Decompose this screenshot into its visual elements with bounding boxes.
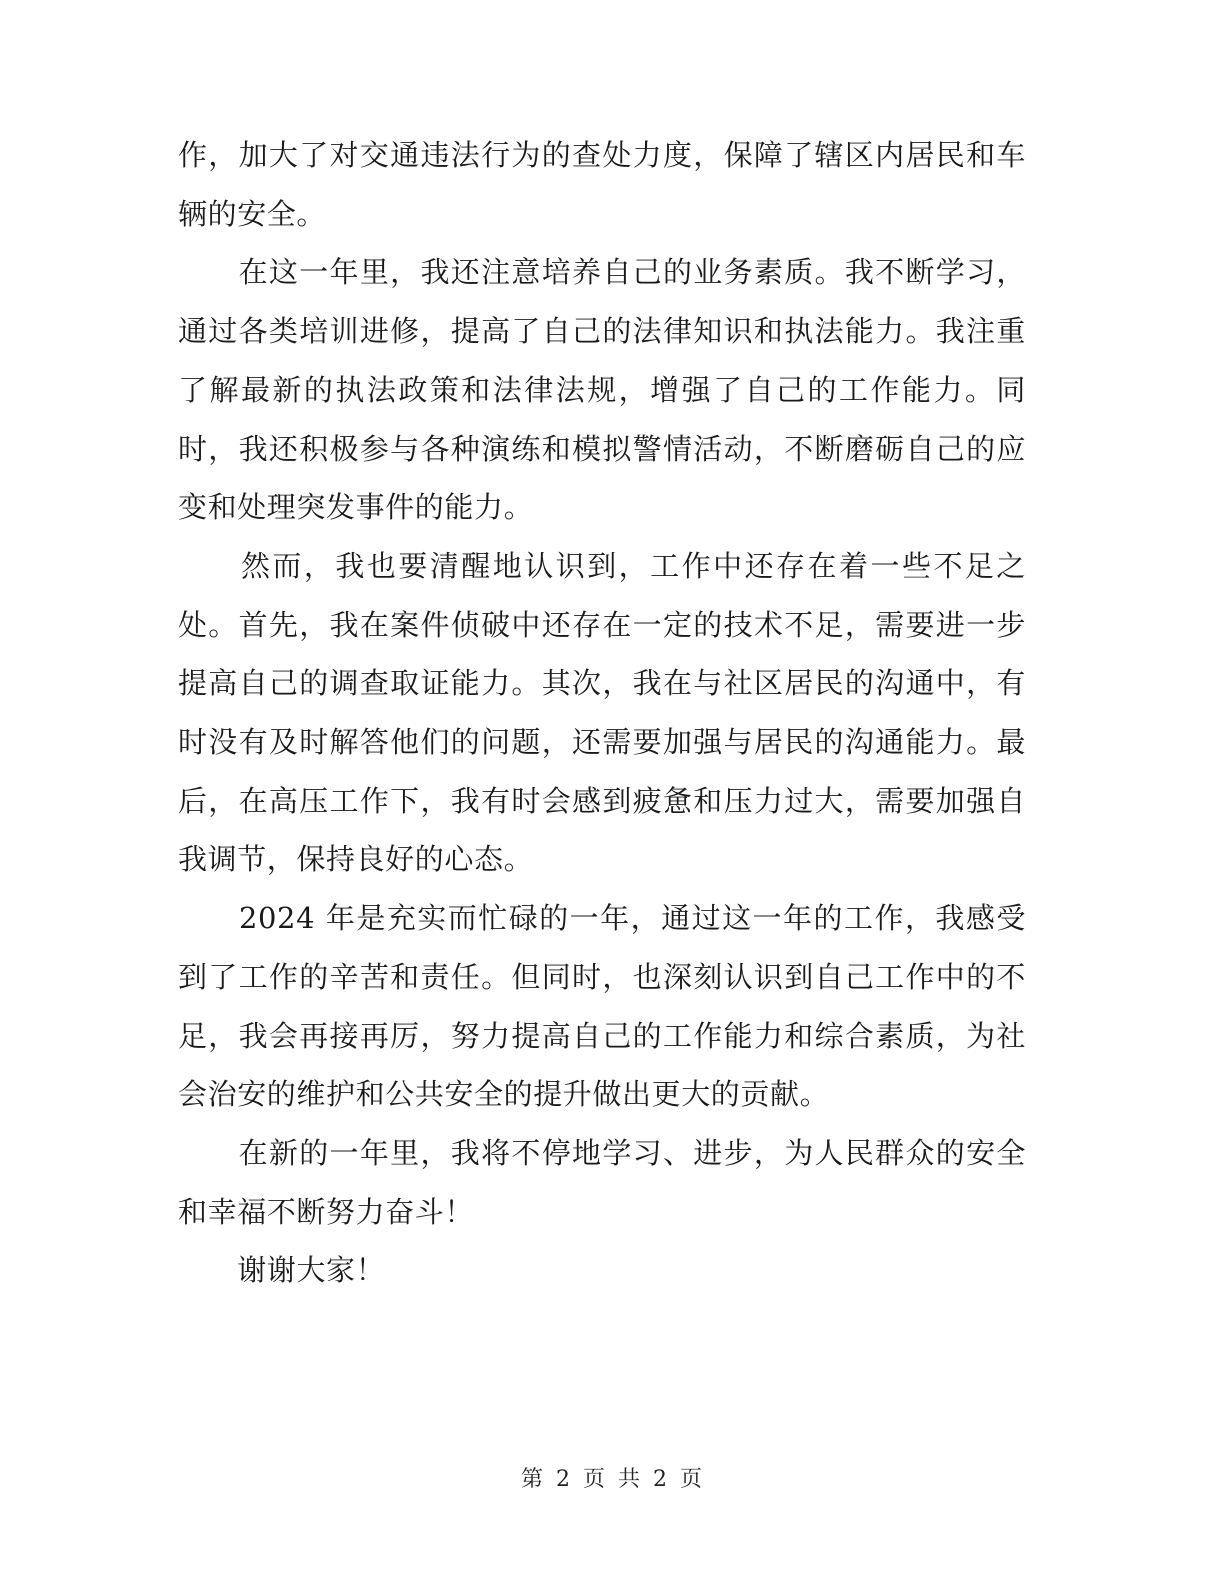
page-number-footer: 第 2 页 共 2 页 bbox=[521, 1467, 703, 1492]
paragraph-year-summary: 2024 年是充实而忙碌的一年，通过这一年的工作，我感受到了工作的辛苦和责任。但同时，也深刻认识到自己工作中的不足，我会再接再厉，努力提高自己的工作能力和综合素质，为社会治安的维护和公共安全的提升做出更大的贡献。 bbox=[178, 901, 1026, 1112]
paragraph-traffic-safety: 作，加大了对交通违法行为的查处力度，保障了辖区内居民和车辆的安全。 bbox=[178, 138, 1026, 231]
paragraph-thanks: 谢谢大家！ bbox=[178, 1253, 386, 1288]
paragraph-professional-quality: 在这一年里，我还注意培养自己的业务素质。我不断学习，通过各类培训进修，提高了自己的法律知识和执法能力。我注重了解最新的执法政策和法律法规，增强了自己的工作能力。同时，我还积极参与各种演练和模拟警情活动，不断磨砺自己的应变和处理突发事件的能力。 bbox=[178, 255, 1026, 525]
paragraph-new-year-goal: 在新的一年里，我将不停地学习、进步，为人民群众的安全和幸福不断努力奋斗！ bbox=[178, 1135, 1026, 1229]
paragraph-shortcomings: 然而，我也要清醒地认识到，工作中还存在着一些不足之处。首先，我在案件侦破中还存在一定的技术不足，需要进一步提高自己的调查取证能力。其次，我在与社区居民的沟通中，有时没有及时解答他们的问题，还需要加强与居民的沟通能力。最后，在高压工作下，我有时会感到疲惫和压力过大，需要加强自我调节，保持良好的心态。 bbox=[178, 548, 1026, 877]
document-body bbox=[178, 126, 1026, 1300]
